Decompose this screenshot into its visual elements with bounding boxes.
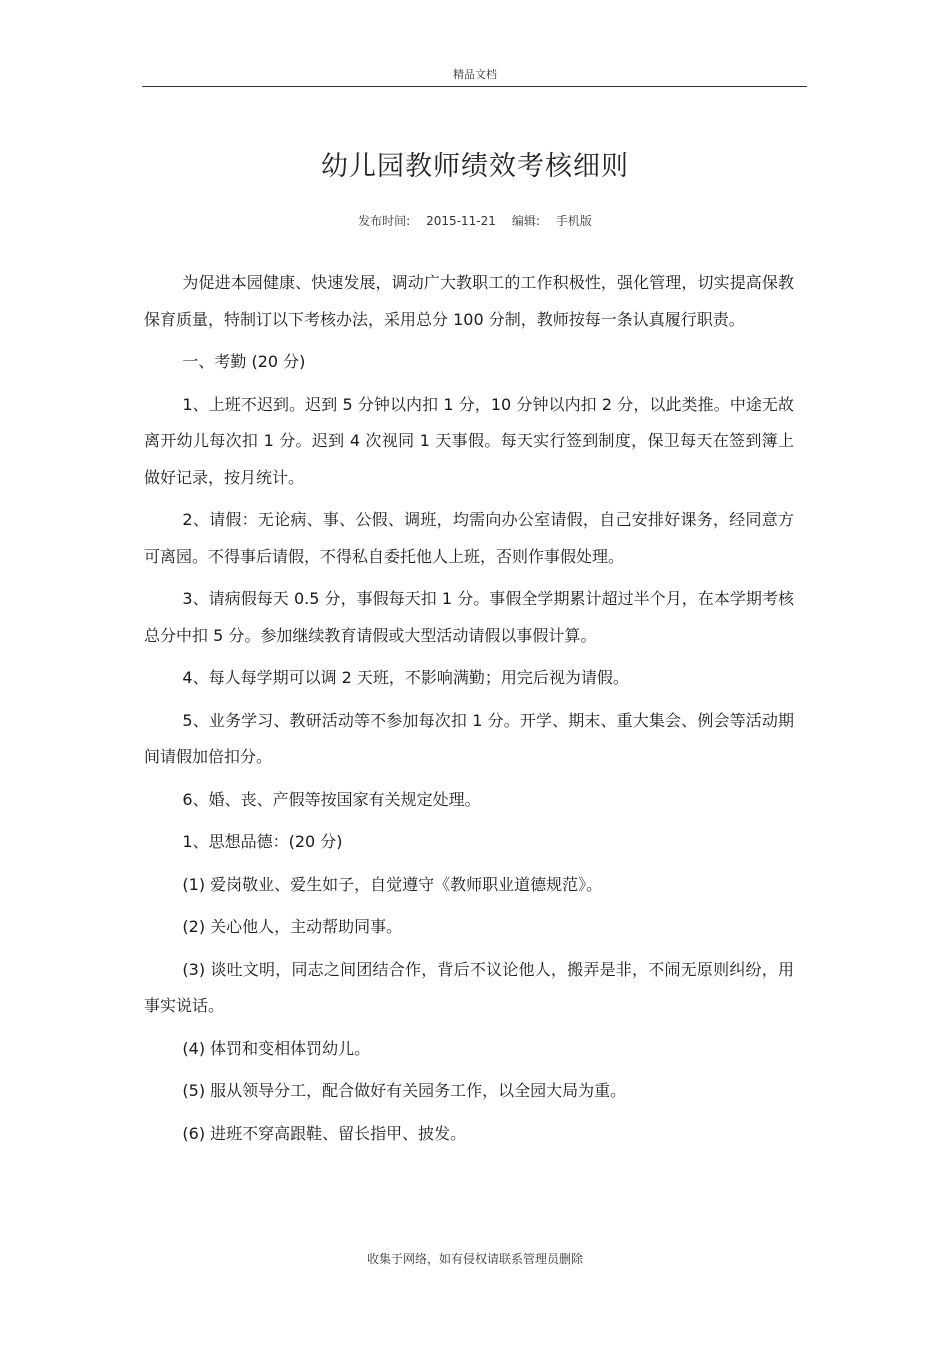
- publish-label: 发布时间:: [358, 214, 411, 228]
- document-meta: [0, 212, 950, 229]
- header-divider: [142, 86, 807, 87]
- paragraph-attendance-5: 5、业务学习、教研活动等不参加每次扣 1 分。开学、期末、重大集会、例会等活动期间请假加倍扣分。: [144, 710, 794, 766]
- editor-label: 编辑:: [511, 214, 540, 228]
- section-heading-attendance: 一、考勤 (20 分): [182, 352, 306, 371]
- publish-date: 2015-11-21: [426, 214, 496, 228]
- section-heading-ethics: 1、思想品德：(20 分): [182, 832, 343, 851]
- paragraph-attendance-4: 4、每人每学期可以调 2 天班，不影响满勤；用完后视为请假。: [182, 668, 629, 687]
- paragraph-attendance-6: 6、婚、丧、产假等按国家有关规定处理。: [182, 789, 481, 809]
- paragraph-ethics-2: (2) 关心他人，主动帮助同事。: [182, 917, 403, 936]
- paragraph-attendance-1: 1、上班不迟到。迟到 5 分钟以内扣 1 分，10 分钟以内扣 2 分，以此类推。中途无故离开幼儿每次扣 1 分。迟到 4 次视同 1 天事假。每天实行签到制度，保卫每天在签到簿上做好记录，按月统计。: [144, 394, 794, 487]
- paragraph-ethics-6: (6) 进班不穿高跟鞋、留长指甲、披发。: [182, 1123, 467, 1143]
- paragraph-attendance-3: 3、请病假每天 0.5 分，事假每天扣 1 分。事假全学期累计超过半个月，在本学期考核总分中扣 5 分。参加继续教育请假或大型活动请假以事假计算。: [144, 589, 794, 645]
- page-footer: 收集于网络，如有侵权请联系管理员删除: [366, 1252, 583, 1266]
- paragraph-ethics-3: (3) 谈吐文明，同志之间团结合作，背后不议论他人，搬弄是非，不闹无原则纠纷，用事实说话。: [144, 959, 794, 1015]
- paragraph-ethics-5: (5) 服从领导分工，配合做好有关园务工作，以全园大局为重。: [182, 1081, 627, 1100]
- paragraph-ethics-1: (1) 爱岗敬业、爱生如子，自觉遵守《教师职业道德规范》。: [182, 874, 603, 894]
- paragraph-ethics-4: (4) 体罚和变相体罚幼儿。: [182, 1038, 371, 1058]
- editor-value: 手机版: [555, 214, 592, 228]
- page-header-label: 精品文档: [453, 68, 497, 81]
- paragraph-attendance-2: 2、请假：无论病、事、公假、调班，均需向办公室请假，自己安排好课务，经同意方可离园。不得事后请假，不得私自委托他人上班，否则作事假处理。: [144, 510, 794, 566]
- document-body: [144, 265, 794, 1158]
- document-title: 幼儿园教师绩效考核细则: [321, 151, 629, 182]
- paragraph-intro: 为促进本园健康、快速发展，调动广大教职工的工作积极性，强化管理，切实提高保教保育质量，特制订以下考核办法，采用总分 100 分制，教师按每一条认真履行职责。: [144, 273, 794, 329]
